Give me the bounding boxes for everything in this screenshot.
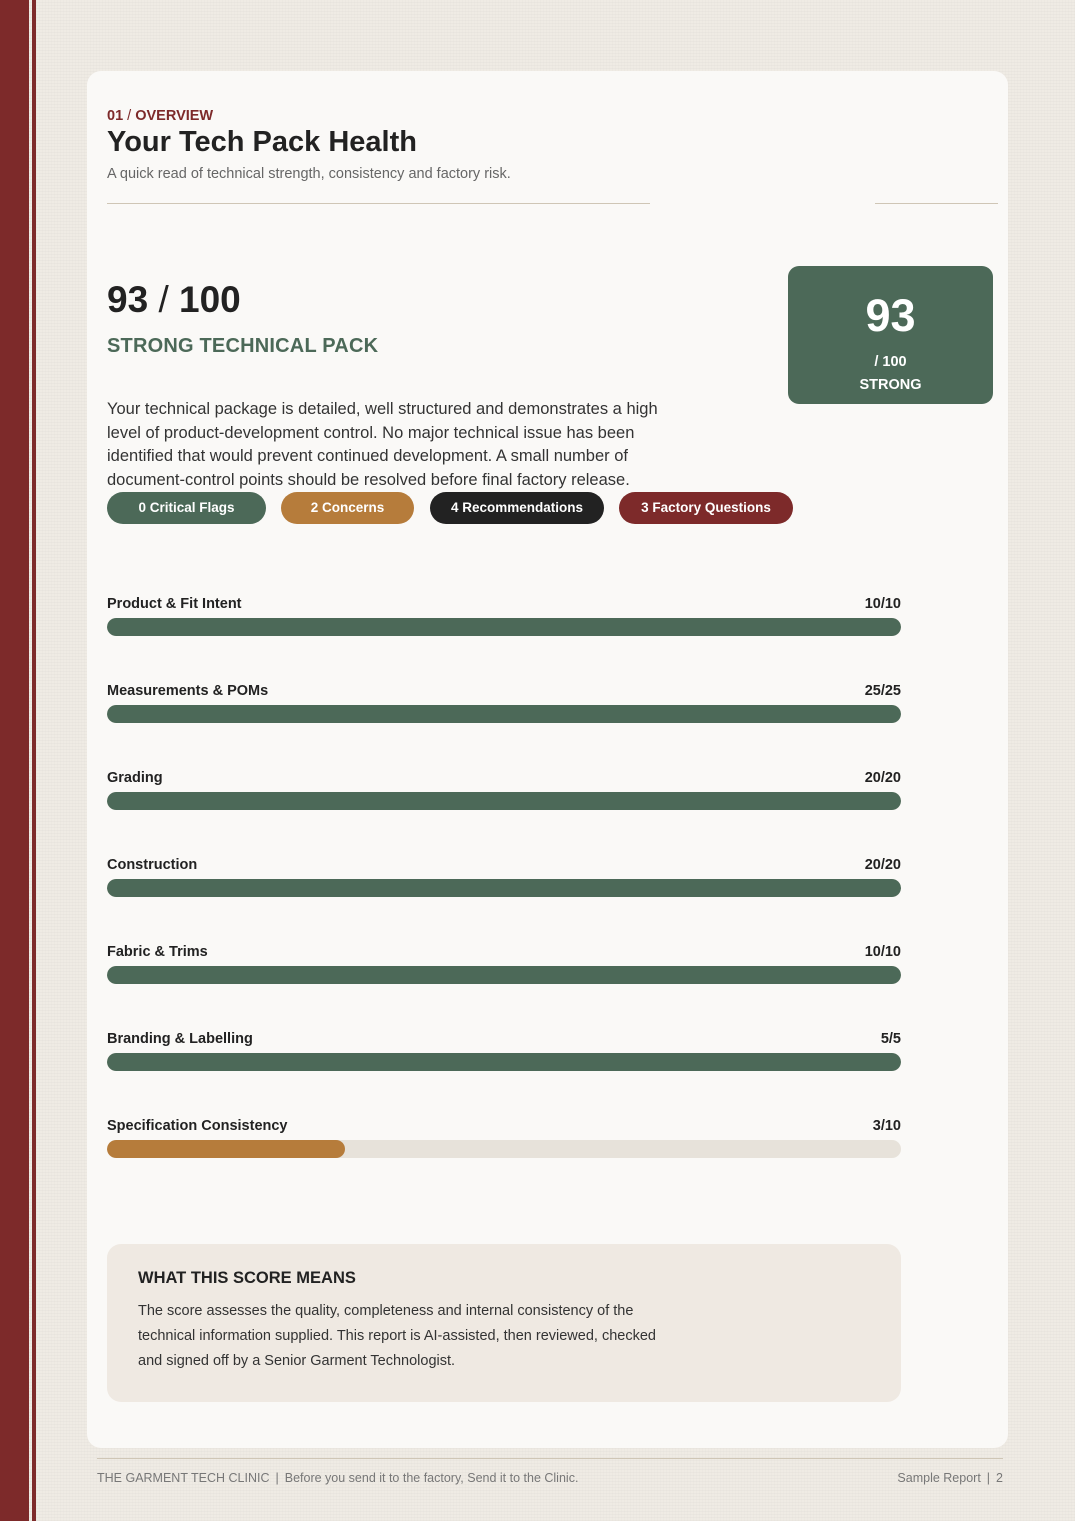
category-row (107, 944, 901, 984)
category-name: Product & Fit Intent (107, 596, 242, 612)
footer-brand-line (97, 1471, 578, 1485)
footer-tagline: Before you send it to the factory, Send it to the Clinic. (284, 1471, 579, 1485)
category-row (107, 683, 901, 723)
category-row (107, 596, 901, 636)
category-progress-track (107, 879, 901, 897)
footer-divider (97, 1458, 1003, 1459)
category-progress-fill (107, 966, 901, 984)
category-row (107, 770, 901, 810)
category-row (107, 1118, 901, 1158)
score-explanation-text: The score assesses the quality, completeness and internal consistency of the technical information supplied. This report is AI-assisted, then reviewed, checked and signed off by a Senior Garment Technologist. (138, 1303, 656, 1369)
header-divider-right (875, 203, 998, 204)
category-progress-fill (107, 792, 901, 810)
category-progress-track (107, 618, 901, 636)
category-progress-fill (107, 618, 901, 636)
report-card (87, 71, 1008, 1448)
category-score: 25/25 (864, 683, 901, 699)
section-eyebrow (107, 108, 213, 124)
header-divider-left (107, 203, 650, 204)
footer-page-info (897, 1471, 1003, 1485)
category-name: Measurements & POMs (107, 683, 269, 699)
category-name: Grading (107, 770, 163, 786)
footer-separator: | (986, 1471, 991, 1485)
category-progress-track (107, 966, 901, 984)
category-score: 10/10 (864, 944, 901, 960)
category-score: 20/20 (864, 770, 901, 786)
pill-recommendations: 4 Recommendations (430, 492, 604, 524)
score-explanation-heading: WHAT THIS SCORE MEANS (138, 1269, 356, 1287)
category-progress-track (107, 792, 901, 810)
section-separator: / (127, 108, 132, 124)
category-progress-fill (107, 1140, 345, 1158)
category-name: Specification Consistency (107, 1118, 288, 1134)
overall-score-max: 100 (179, 279, 241, 320)
footer-separator: | (275, 1471, 279, 1485)
category-score: 5/5 (880, 1031, 901, 1047)
page-number: 2 (996, 1471, 1003, 1485)
category-score: 20/20 (864, 857, 901, 873)
section-number: 01 (107, 108, 124, 124)
score-badge (788, 266, 993, 404)
score-summary: Your technical package is detailed, well structured and demonstrates a high level of product-development control. No major technical issue has been identified that would prevent continued development. A small number of document-control points should be resolved before final factory release. (107, 400, 658, 489)
overall-score (107, 279, 241, 321)
pill-factory-questions: 3 Factory Questions (619, 492, 793, 524)
category-progress-fill (107, 879, 901, 897)
footer-report-label: Sample Report (897, 1471, 981, 1485)
category-progress-fill (107, 705, 901, 723)
section-name: OVERVIEW (135, 108, 214, 124)
score-badge-out-of: / 100 (874, 354, 907, 370)
footer-brand: THE GARMENT TECH CLINIC (97, 1471, 270, 1485)
pill-critical-flags: 0 Critical Flags (107, 492, 266, 524)
score-badge-label: STRONG (859, 377, 922, 393)
score-rating: STRONG TECHNICAL PACK (107, 335, 379, 357)
page-subtitle: A quick read of technical strength, consistency and factory risk. (107, 166, 511, 182)
category-row (107, 857, 901, 897)
overall-score-value: 93 (107, 279, 149, 320)
category-name: Construction (107, 857, 198, 873)
overall-score-separator: / (158, 279, 169, 320)
category-score: 10/10 (864, 596, 901, 612)
category-progress-track (107, 705, 901, 723)
category-row (107, 1031, 901, 1071)
left-spine-bar (0, 0, 29, 1521)
page-title: Your Tech Pack Health (107, 126, 417, 158)
category-progress-track (107, 1053, 901, 1071)
category-score: 3/10 (872, 1118, 901, 1134)
category-progress-track (107, 1140, 901, 1158)
left-spine-line (32, 0, 36, 1521)
score-explanation-box (107, 1244, 901, 1402)
category-name: Branding & Labelling (107, 1031, 253, 1047)
score-badge-value: 93 (865, 290, 916, 341)
category-name: Fabric & Trims (107, 944, 208, 960)
pill-concerns: 2 Concerns (281, 492, 414, 524)
category-progress-fill (107, 1053, 901, 1071)
